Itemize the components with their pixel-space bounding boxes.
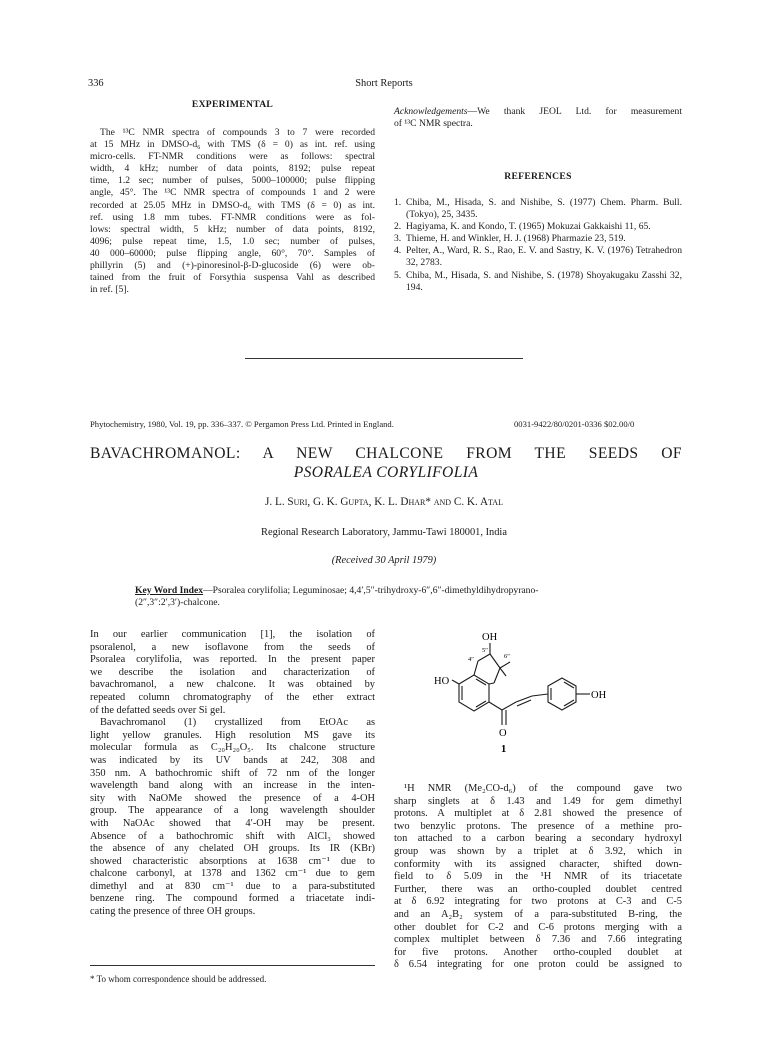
body-left-line: bavachromanol, a new chalcone. It was obtained by — [90, 679, 375, 691]
keyword-index — [135, 585, 650, 609]
body-left-line: of the defatted seeds over Si gel. — [90, 704, 226, 716]
body-right-line: δ 6.54 integrating for one proton could be assigned to — [394, 959, 682, 971]
experimental-line: phillyrin (5) and (+)-pinoresinol-β-D-glucoside (6) were ob- — [90, 260, 375, 272]
section-separator — [245, 358, 523, 359]
acknowledgements-text-1: —We thank JEOL Ltd. for measurement — [467, 106, 682, 117]
experimental-line: at 15 MHz in DMSO-d₆ with TMS (δ = 0) as int. ref. using — [90, 139, 375, 151]
page-number: 336 — [88, 78, 104, 89]
body-left-line: benzene ring. The compound formed a triacetate indi- — [90, 893, 375, 905]
body-right-line: conformity with its assigned character, shifted down- — [394, 858, 682, 870]
experimental-line: 4096; pulse repeat time, 1.5, 1.0 sec; number of pulses, — [90, 235, 375, 247]
experimental-line: time, 1.2 sec; number of pulses, 5000–100000; pulse flipping — [90, 175, 375, 187]
oh-top-label: OH — [482, 632, 498, 643]
experimental-line: recorded at 25.05 MHz in DMSO-d₆ with TMS (δ = 0) as int. — [90, 199, 375, 211]
body-right-line: for five protons. Another ortho-coupled doublet at — [394, 946, 682, 958]
experimental-line: The ¹³C NMR spectra of compounds 3 to 7 were recorded — [100, 127, 375, 138]
body-right-line: and an A₂B₂ system of a para-substituted B-ring, the — [394, 908, 682, 920]
article-title-line2: PSORALEA CORYLIFOLIA — [293, 464, 479, 481]
reference-number: 1. — [394, 197, 402, 208]
reference-number: 5. — [394, 269, 402, 281]
reference-item — [394, 221, 682, 233]
body-right — [394, 783, 682, 972]
body-left-line: we describe the isolation and characterization of — [90, 666, 375, 678]
body-left-line: psoralenol, a new isoflavone from the seeds of — [90, 641, 375, 653]
oh-right-label: OH — [591, 690, 607, 701]
body-left-line: Absence of a bathochromic shift with AlCl₃ showed — [90, 830, 375, 842]
chemical-structure — [394, 626, 682, 786]
body-left-line: group. The appearance of a long wavelength shoulder — [90, 805, 375, 817]
body-right-line: other doublet for C-2 and C-6 protons merging with a — [394, 921, 682, 933]
label-4pp: 4″ — [468, 656, 474, 663]
reference-text: Hagiyama, K. and Kondo, T. (1965) Mokuzai Gakkaishi 11, 65. — [406, 221, 651, 233]
authors: J. L. Suri, G. K. Gupta, K. L. Dhar* and C. K. Atal — [265, 496, 503, 508]
experimental-line: in ref. [5]. — [90, 284, 129, 296]
article-code: 0031-9422/80/0201-0336 $02.00/0 — [514, 419, 635, 429]
experimental-line: tained from the fruit of Forsythia suspensa Vahl as described — [90, 272, 375, 284]
body-left-line: light yellow granules. High resolution MS gave its — [90, 729, 375, 741]
reference-item — [394, 233, 682, 245]
body-left-line: 350 nm. A bathochromic shift of 72 nm of the longer — [90, 767, 375, 779]
body-right-line: sharp singlets at δ 1.43 and 1.49 for gem dimethyl — [394, 795, 682, 807]
reference-text: Chiba, M., Hisada, S. and Nishibe, S. (1978) Shoyakugaku Zasshi 32, 194. — [406, 269, 682, 293]
affiliation: Regional Research Laboratory, Jammu-Tawi 180001, India — [261, 527, 507, 538]
reference-number: 4. — [394, 245, 402, 257]
reference-item — [394, 197, 682, 221]
experimental-line: angle, 45°. The ¹³C NMR spectra of compounds 1 and 2 were — [90, 187, 375, 199]
reference-text: Chiba, M., Hisada, S. and Nishibe, S. (1977) Chem. Pharm. Bull. (Tokyo), 25, 3435. — [406, 197, 682, 221]
body-right-line: at δ 6.92 integrating for two protons at C-3 and C-5 — [394, 896, 682, 908]
footnote: * To whom correspondence should be addressed. — [90, 974, 267, 984]
journal-citation: Phytochemistry, 1980, Vol. 19, pp. 336–337. © Pergamon Press Ltd. Printed in England. — [90, 419, 394, 429]
body-left-line: molecular formula as C₂₀H₂₀O₅. Its chalcone structure — [90, 742, 375, 754]
experimental-line: ref. using 1.8 mm tubes. FT-NMR conditions were as fol- — [90, 211, 375, 223]
compound-number: 1 — [501, 744, 507, 755]
acknowledgements — [394, 106, 682, 130]
reference-number: 3. — [394, 233, 402, 245]
references-heading: REFERENCES — [504, 171, 572, 182]
references-list — [394, 197, 682, 294]
experimental-heading: EXPERIMENTAL — [191, 99, 274, 110]
received-date: (Received 30 April 1979) — [331, 555, 437, 566]
body-left-line: repeated column chromatography of the ether extract — [90, 691, 375, 703]
body-left-line: chalcone carbonyl, at 1378 and 1362 cm⁻¹ due to gem — [90, 868, 375, 880]
structure-svg — [394, 626, 682, 786]
reference-text: Thieme, H. and Winkler, H. J. (1968) Pharmazie 23, 519. — [406, 233, 626, 245]
reference-text: Pelter, A., Ward, R. S., Rao, E. V. and Sastry, K. V. (1976) Tetrahedron 32, 2783. — [406, 245, 682, 269]
body-right-line: Further, there was an ortho-coupled doublet centred — [394, 883, 682, 895]
carbonyl-o-label: O — [499, 728, 507, 739]
body-left-line: showed characteristic absorptions at 1638 cm⁻¹ due to — [90, 855, 375, 867]
body-right-line: field to δ 5.09 in the ¹H NMR of its triacetate — [394, 871, 682, 883]
body-right-line: ¹H NMR (Me₂CO-d₆) of the compound gave two — [404, 783, 682, 794]
experimental-line: micro-cells. FT-NMR conditions were as follows: spectral — [90, 151, 375, 163]
body-left-line: dimethyl and at 830 cm⁻¹ due to a para-substituted — [90, 880, 375, 892]
reference-item — [394, 270, 682, 294]
article-title-line1: BAVACHROMANOL: A NEW CHALCONE FROM THE SEEDS OF — [90, 445, 682, 462]
experimental-line: width, 4 kHz; number of data points, 8192; pulse repeat — [90, 163, 375, 175]
body-left-line: the absence of any chelated OH groups. Its IR (KBr) — [90, 843, 375, 855]
reference-number: 2. — [394, 221, 402, 233]
ring-a — [459, 675, 489, 711]
footnote-rule — [90, 965, 375, 966]
keyword-index-text-2: (2″,3″:2′,3′)-chalcone. — [135, 597, 220, 609]
label-5pp: 5″ — [482, 647, 488, 654]
acknowledgements-label: Acknowledgements — [394, 106, 468, 117]
body-left-line: with NaOAc showed that 4′-OH may be present. — [90, 817, 375, 829]
body-right-line: two benzylic protons. The presence of a methine pro- — [394, 820, 682, 832]
ring-b — [548, 678, 576, 710]
experimental-line: lows: spectral width, 5 kHz; number of data points, 8192, — [90, 223, 375, 235]
body-right-line: group was shown by a triplet at δ 3.92, which in — [394, 845, 682, 857]
keyword-index-label: Key Word Index — [135, 585, 204, 596]
body-right-line: complex multiplet between δ 7.36 and 7.66 integrating — [394, 934, 682, 946]
body-left — [90, 629, 375, 919]
experimental-line: 40 000–60000; pulse flipping angle, 60°, 70°. Samples of — [90, 247, 375, 259]
body-left-line: was indicated by its UV bands at 242, 308 and — [90, 754, 375, 766]
label-6pp: 6″ — [504, 653, 510, 660]
reference-item — [394, 245, 682, 269]
body-right-line: protons. A multiplet at δ 2.81 showed the presence of — [394, 808, 682, 820]
body-left-line: Bavachromanol (1) crystallized from EtOAc as — [100, 717, 375, 729]
keyword-index-text: —Psoralea corylifolia; Leguminosae; 4,4′,5″-trihydroxy-6″,6″-dimethyldihydropyrano- — [203, 585, 539, 596]
body-left-line: Psoralea corylifolia, was reported. In the present paper — [90, 654, 375, 666]
running-header: Short Reports — [355, 78, 413, 89]
body-left-line: cating the presence of three OH groups. — [90, 906, 256, 918]
body-left-line: In our earlier communication [1], the isolation of — [90, 629, 375, 640]
acknowledgements-text-2: of ¹³C NMR spectra. — [394, 118, 473, 130]
body-left-line: wavelength band along with an increase in the inten- — [90, 780, 375, 792]
experimental-text — [90, 127, 375, 296]
body-right-line: ton attached to a carbon bearing a secondary hydroxyl — [394, 833, 682, 845]
body-left-line: sity with NaOMe showed the presence of a 4-OH — [90, 792, 375, 804]
ho-left-label: HO — [434, 676, 450, 687]
